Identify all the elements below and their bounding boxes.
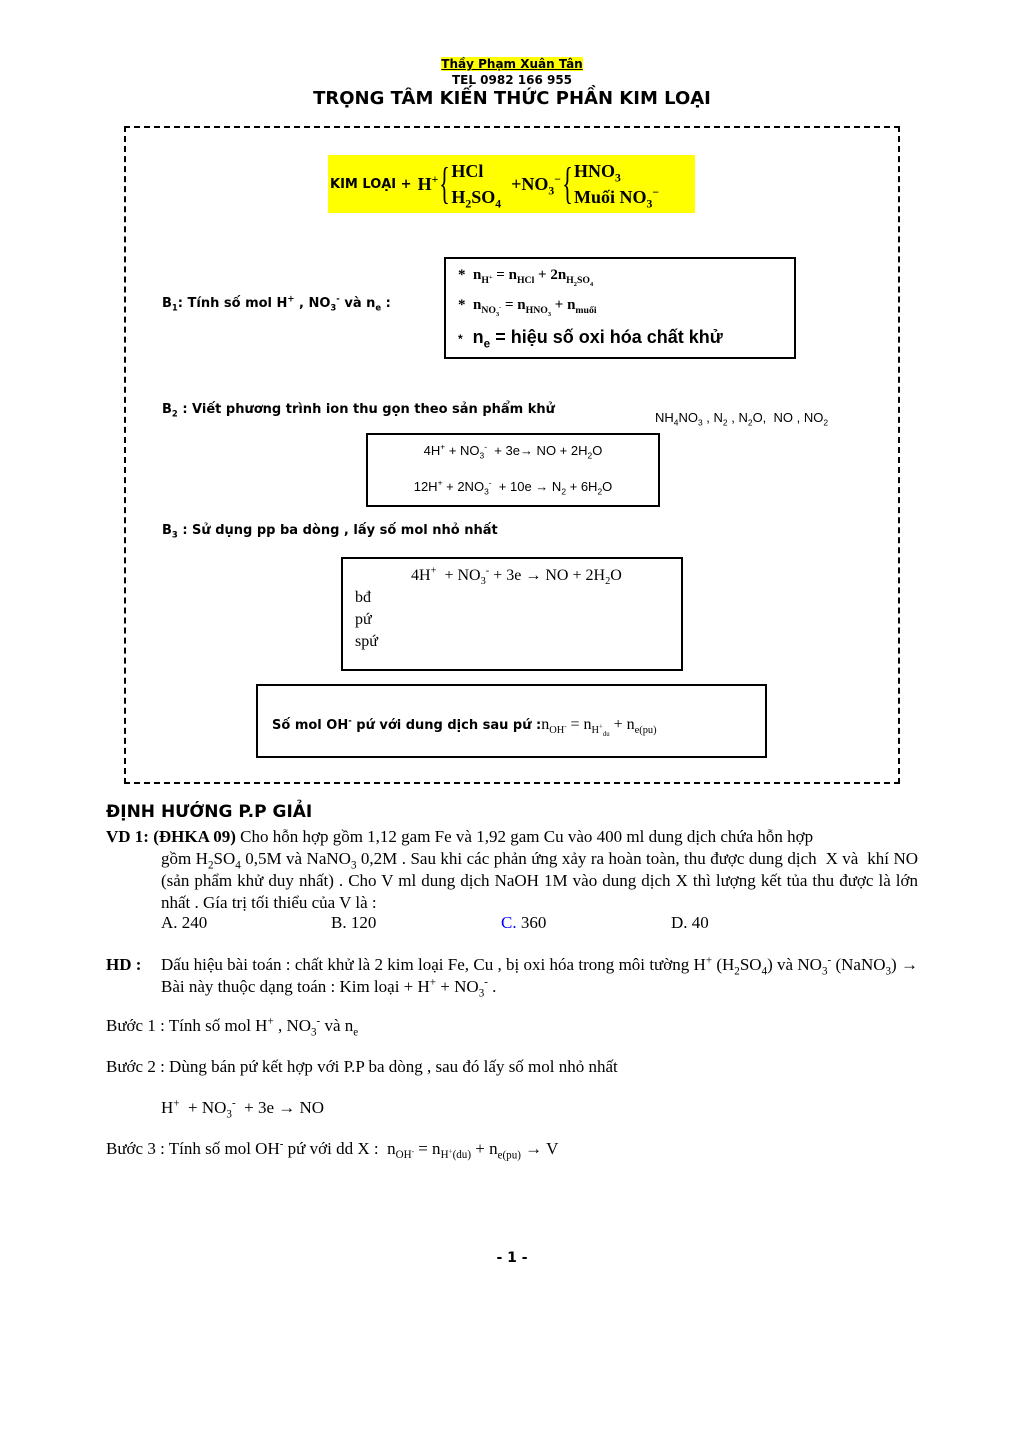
row-after: spứ <box>355 633 378 650</box>
equation-n2: $12H^+ + 2NO_3^- + 10e \to N_2 + 6H_2O$ <box>413 477 613 497</box>
hint-paragraph <box>106 954 918 998</box>
step1-line-h: * $n_{H^+} = n_{HCl} + 2n_{H_2SO_4}$ <box>458 267 594 288</box>
step1-line-ne: * $n_e$ = hiệu số oxi hóa chất khử <box>458 327 723 351</box>
reduction-products: $NH_4NO_3$ , $N_2$ , $N_2O$, NO , $NO_2$ <box>655 410 829 428</box>
row-initial: bđ <box>355 589 371 606</box>
hint-tag: HD : <box>106 955 142 974</box>
author-name: Thầy Phạm Xuân Tân <box>441 57 583 71</box>
step3-box <box>341 557 683 671</box>
equation-no: $4H^+ + NO_3^- + 3e\to$ NO + $2H_2O$ <box>423 441 603 461</box>
step1-box <box>444 257 796 359</box>
brace-icon: { <box>562 159 573 208</box>
step2-box <box>366 433 660 507</box>
source-hcl: HCl <box>451 161 484 181</box>
option-b[interactable]: B. 120 <box>331 913 377 932</box>
h-sources <box>451 158 501 210</box>
source-hno3: $HNO_3$ <box>574 161 621 185</box>
formula-prefix: KIM LOẠI + <box>330 176 412 192</box>
page-title: TRỌNG TÂM KIẾN THỨC PHẦN KIM LOẠI <box>313 88 711 109</box>
option-c[interactable]: C. 360 <box>501 913 547 932</box>
hint-text: Dấu hiệu bài toán : chất khử là 2 kim loại Fe, Cu , bị oxi hóa trong môi tường H+ $(H_2SO_4)$ và $NO_3^-$ (NaNO$_3$) → Bài này thuộc dạng toán : Kim loại + $H^+ + NO_3^-$ . <box>161 954 919 1000</box>
row-reacted: pứ <box>355 611 372 628</box>
page-number: - 1 - <box>496 1250 528 1266</box>
source-h2so4: $H_2SO_4$ <box>451 187 502 211</box>
example-source: (ĐHKA 09) <box>153 827 236 846</box>
plus-no3: $+NO_3^-$ <box>511 172 561 198</box>
option-d[interactable]: D. 40 <box>671 913 709 932</box>
step-1: Bước 1 : Tính số mol H+ , $NO_3^-$ và $n_e$ <box>106 1015 359 1039</box>
step2-label: $B_2$ : Viết phương trình ion thu gọn theo sản phẩm khử <box>162 402 555 419</box>
oh-box <box>256 684 767 758</box>
brace-icon: { <box>439 159 451 208</box>
step-3: Bước 3 : Tính số mol OH- pứ với dd X : $n_{OH^-} = n_{H^+(du)} + n_{e(pu)} \to V$ <box>106 1138 559 1162</box>
example-tag: VD 1: <box>106 827 149 846</box>
oh-label: Số mol OH- pứ với dung dịch sau pứ $:n_{OH^-} = n_{H^+_{du}} + n_{e(pu)}$ <box>272 715 657 739</box>
source-muoi: Muối $NO_3^-$ <box>574 186 660 211</box>
example-question: VD 1: (ĐHKA 09) Cho hỗn hợp gồm 1,12 gam Fe và 1,92 gam Cu vào 400 ml dung dịch chứa hỗn hợp gồm $H_2SO_4$ 0,5M và NaNO$_3$ 0,2M . Sau khi các phản ứng xảy ra hoàn toàn, thu được dung dịch X và khí NO (sản phẩm khử duy nhất) . Cho V ml dung dịch NaOH 1M vào dung dịch X thì lượng kết tủa thu được là lớn nhất . Gía trị tối thiểu của V là : <box>106 827 919 912</box>
option-a[interactable]: A. 240 <box>161 913 208 932</box>
step-2-equation: $H^+ + NO_3^- + 3e$ → NO <box>161 1097 325 1121</box>
main-formula <box>328 155 695 213</box>
step1-label: $B_1$: Tính số mol H+ , $NO_3^-$ và $n_e$ : <box>162 293 391 313</box>
no3-sources <box>574 158 659 210</box>
three-line-equation: $4H^+ + NO_3^- + 3e$ → NO + $2H_2O$ <box>411 565 622 588</box>
solution-heading: ĐỊNH HƯỚNG P.P GIẢI <box>106 802 313 822</box>
step1-line-no3: * $n_{NO_3^-} = n_{HNO_3} + n_{muối}$ <box>458 297 597 318</box>
step-2: Bước 2 : Dùng bán pứ kết hợp với P.P ba dòng , sau đó lấy số mol nhỏ nhất <box>106 1057 618 1076</box>
h-plus: H+ <box>417 172 439 194</box>
phone-number: TEL 0982 166 955 <box>451 73 573 87</box>
step3-label: $B_3$ : Sử dụng pp ba dòng , lấy số mol nhỏ nhất <box>162 523 498 540</box>
